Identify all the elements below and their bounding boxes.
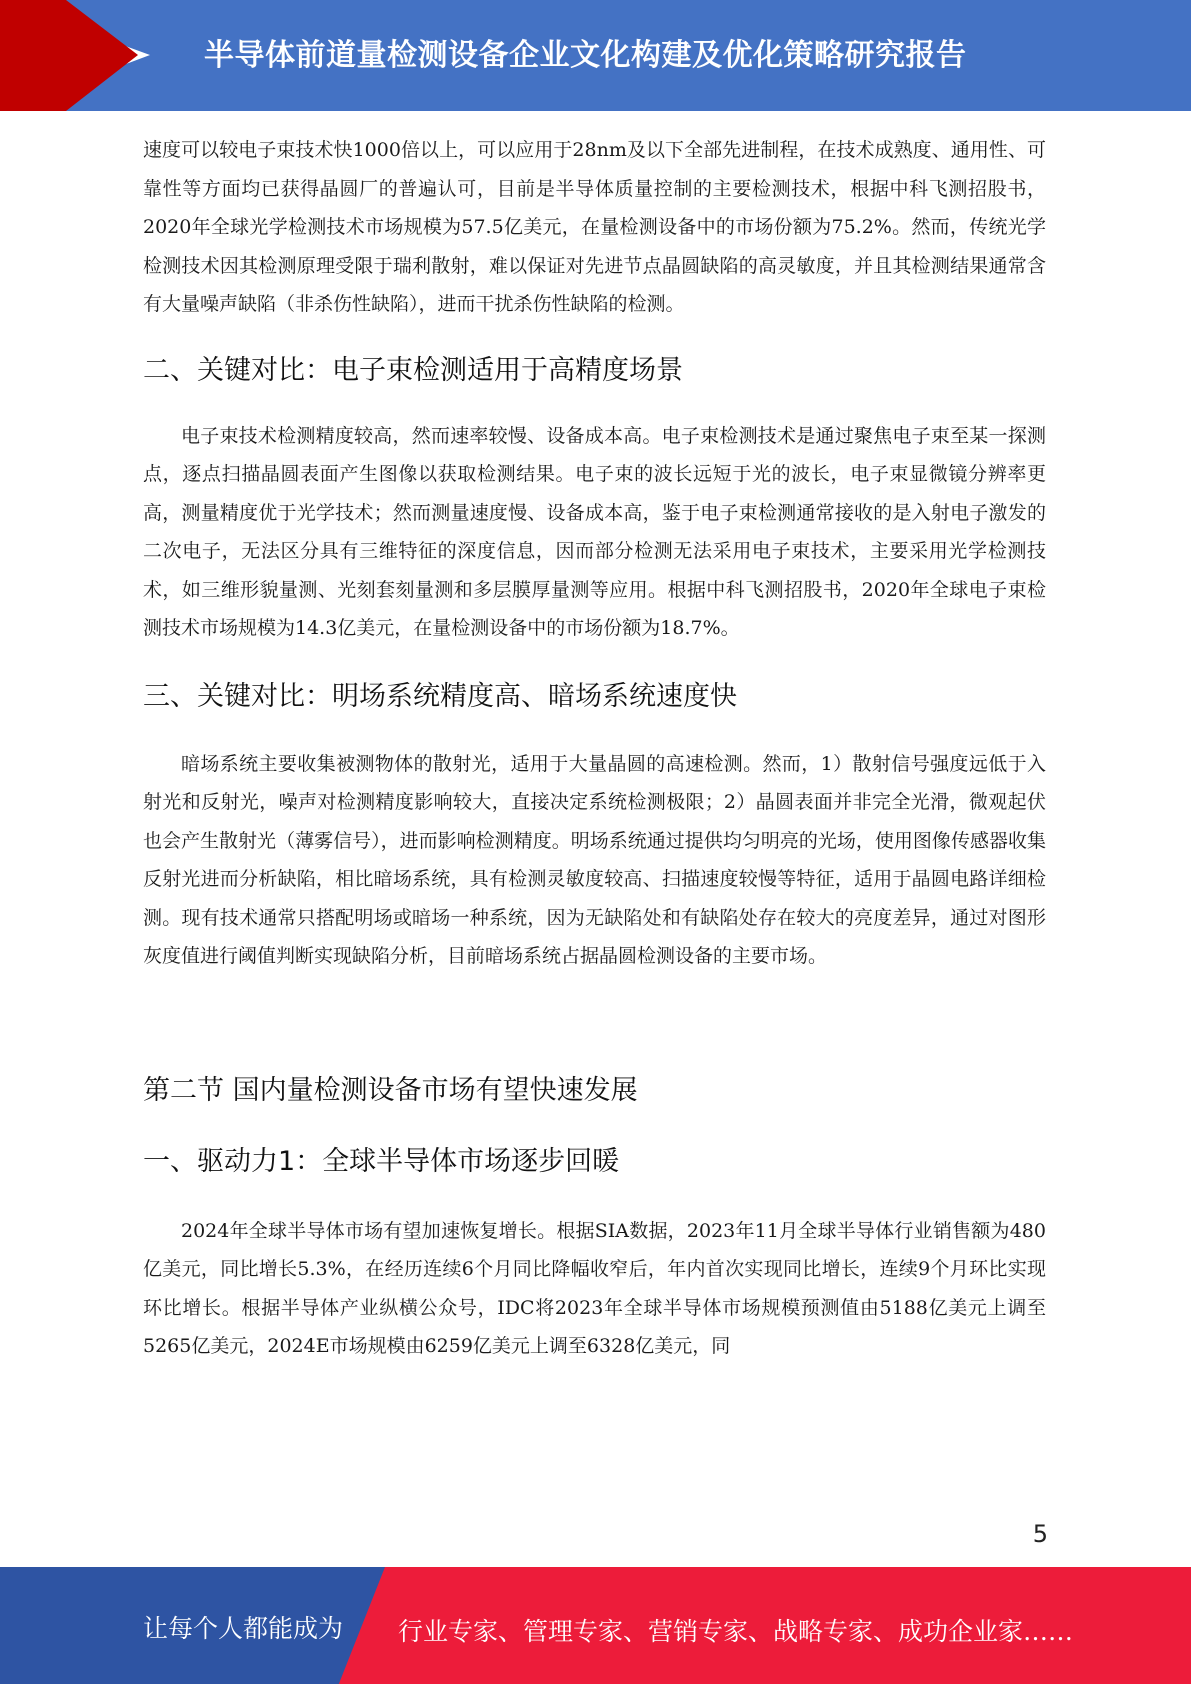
paragraph-global-market: 2024年全球半导体市场有望加速恢复增长。根据SIA数据，2023年11月全球半导体行业销售额为480亿美元，同比增长5.3%，在经历连续6个月同比降幅收窄后，年内首次实现同比增长，连续9个月环比实现环比增长。根据半导体产业纵横公众号，IDC将2023年全球半导体市场规模预测值由5188亿美元上调至5265亿美元，2024E市场规模由6259亿美元上调至6328亿美元，同	[143, 1219, 1046, 1357]
page-footer	[0, 1567, 1191, 1684]
heading-driver-1: 一、驱动力1：全球半导体市场逐步回暖	[143, 1145, 620, 1177]
footer-slogan-left: 让每个人都能成为	[143, 1614, 344, 1643]
header-red-block	[0, 0, 66, 111]
page-content	[143, 131, 1046, 1366]
heading-ebeam-comparison: 二、关键对比：电子束检测适用于高精度场景	[143, 354, 683, 386]
heading-section-2: 第二节 国内量检测设备市场有望快速发展	[143, 1074, 638, 1106]
header-red-arrow-icon	[66, 0, 138, 111]
footer-slogan-right: 行业专家、管理专家、营销专家、战略专家、成功企业家……	[398, 1617, 1074, 1646]
paragraph-dark-bright-field: 暗场系统主要收集被测物体的散射光，适用于大量晶圆的高速检测。然而，1）散射信号强度远低于入射光和反射光，噪声对检测精度影响较大，直接决定系统检测极限；2）晶圆表面并非完全光滑，微观起伏也会产生散射光（薄雾信号），进而影响检测精度。明场系统通过提供均匀明亮的光场，使用图像传感器收集反射光进而分析缺陷，相比暗场系统，具有检测灵敏度较高、扫描速度较慢等特征，适用于晶圆电路详细检测。现有技术通常只搭配明场或暗场一种系统，因为无缺陷处和有缺陷处存在较大的亮度差异，通过对图形灰度值进行阈值判断实现缺陷分析，目前暗场系统占据晶圆检测设备的主要市场。	[143, 752, 1046, 967]
heading-field-comparison: 三、关键对比：明场系统精度高、暗场系统速度快	[143, 680, 737, 712]
page-header	[0, 0, 1191, 111]
paragraph-ebeam-detection: 电子束技术检测精度较高，然而速率较慢、设备成本高。电子束检测技术是通过聚焦电子束至某一探测点，逐点扫描晶圆表面产生图像以获取检测结果。电子束的波长远短于光的波长，电子束显微镜分辨率更高，测量精度优于光学技术；然而测量速度慢、设备成本高，鉴于电子束检测通常接收的是入射电子激发的二次电子，无法区分具有三维特征的深度信息，因而部分检测无法采用电子束技术，主要采用光学检测技术，如三维形貌量测、光刻套刻量测和多层膜厚量测等应用。根据中科飞测招股书，2020年全球电子束检测技术市场规模为14.3亿美元，在量检测设备中的市场份额为18.7%。	[143, 424, 1046, 639]
report-title: 半导体前道量检测设备企业文化构建及优化策略研究报告	[204, 38, 967, 73]
page-number: 5	[1032, 1520, 1048, 1548]
paragraph-optical-detection: 速度可以较电子束技术快1000倍以上，可以应用于28nm及以下全部先进制程，在技术成熟度、通用性、可靠性等方面均已获得晶圆厂的普遍认可，目前是半导体质量控制的主要检测技术，根据中科飞测招股书，2020年全球光学检测技术市场规模为57.5亿美元，在量检测设备中的市场份额为75.2%。然而，传统光学检测技术因其检测原理受限于瑞利散射，难以保证对先进节点晶圆缺陷的高灵敏度，并且其检测结果通常含有大量噪声缺陷（非杀伤性缺陷），进而干扰杀伤性缺陷的检测。	[143, 139, 1046, 315]
